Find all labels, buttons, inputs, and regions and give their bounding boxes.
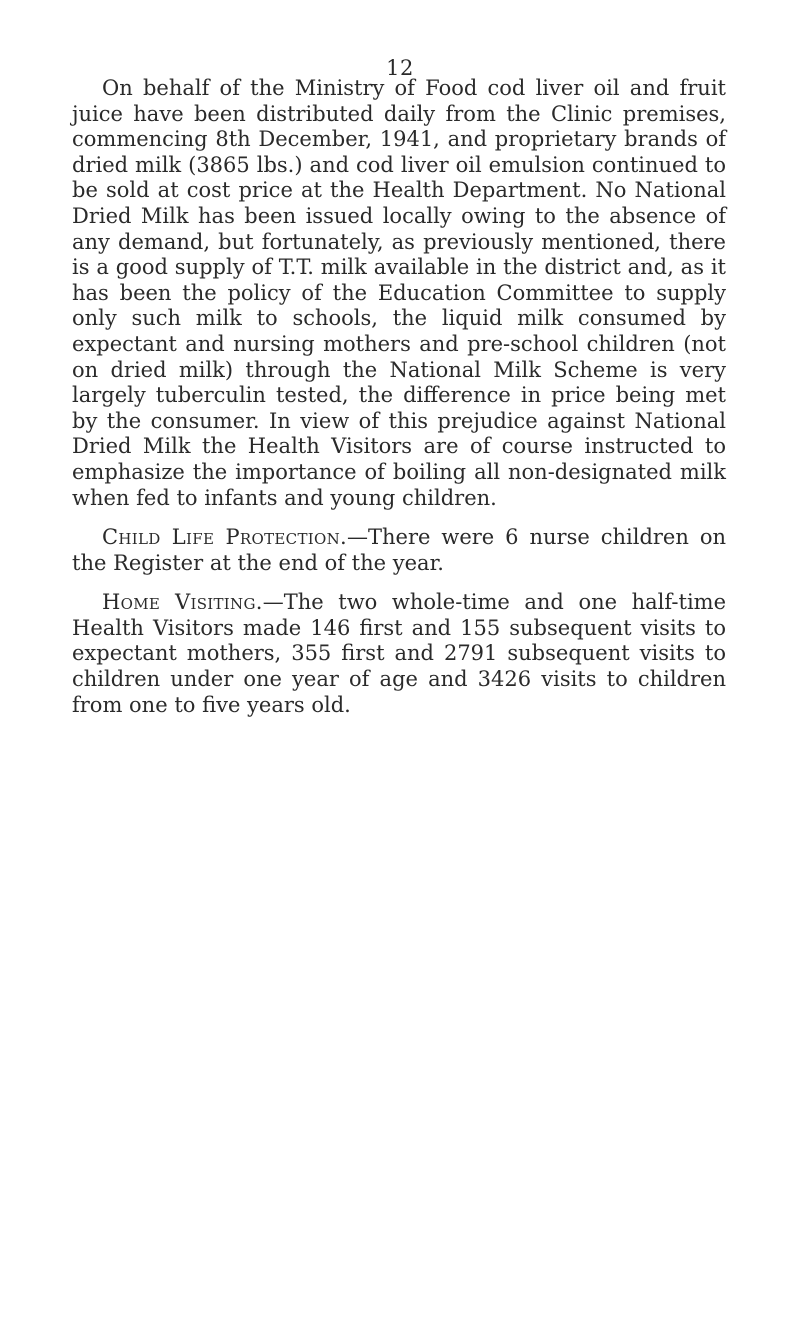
paragraph-food-distribution: [72, 76, 726, 511]
paragraph-home-visiting: [72, 590, 726, 718]
section-heading-child-life-protection: Child Life Protection.: [102, 525, 347, 550]
paragraph-child-life-protection: [72, 525, 726, 576]
paragraph-text: —The two whole-time and one half-time Health Visitors made 146 first and 155 subsequent visits to expectant mothers, 355 first and 2791 subsequent visits to children under one year of age and 3426 visits to children from one to five years old.: [72, 590, 726, 717]
body-text: [72, 76, 726, 718]
section-heading-home-visiting: Home Visiting.: [102, 590, 263, 615]
paragraph-text: —There were 6 nurse children on the Register at the end of the year.: [72, 525, 727, 575]
page-number: 12: [386, 56, 414, 80]
paragraph-text: On behalf of the Ministry of Food cod liver oil and fruit juice have been distributed daily from the Clinic premises, commencing 8th December, 1941, and proprietary brands of dried milk (3865 lbs.) and cod liver oil emulsion continued to be sold at cost price at the Health Department. No National Dried Milk has been issued locally owing to the absence of any demand, but fortunately, as previously mentioned, there is a good supply of T.T. milk available in the district and, as it has been the policy of the Education Committee to supply only such milk to schools, the liquid milk consumed by expectant and nursing mothers and pre-school children (not on dried milk) through the National Milk Scheme is very largely tuberculin tested, the difference in price being met by the consumer. In view of this prejudice against National Dried Milk the Health Visitors are of course instructed to emphasize the importance of boiling all non-designated milk when fed to infants and young children.: [72, 76, 726, 510]
